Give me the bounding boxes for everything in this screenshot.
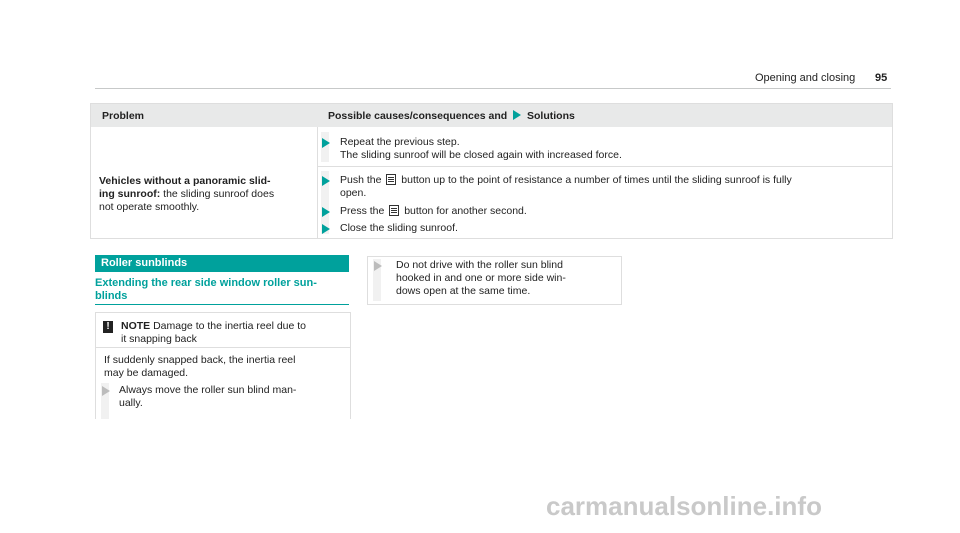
row2-step1: [340, 174, 880, 200]
row2-step1-part2: button up to the point of resistance a number of times until the sliding sunroof is fully: [401, 174, 792, 186]
column-header-problem: Problem: [102, 110, 145, 122]
notice-heading-line1: Damage to the inertia reel due to: [150, 320, 307, 332]
table-row-1-solution: [340, 136, 880, 162]
problem-bold-line1: Vehicles without a panoramic slid-: [99, 175, 271, 187]
row2-step1-line2: open.: [340, 187, 367, 199]
subsection-divider: [95, 304, 349, 305]
table-header-row: [91, 104, 892, 127]
notice-heading-line2: it snapping back: [121, 333, 197, 345]
sunroof-button-icon: [389, 205, 399, 216]
column-divider: [317, 127, 318, 238]
row1-step-line1: Repeat the previous step.: [340, 136, 460, 148]
notice-step-line1: Always move the roller sun blind man-: [119, 384, 297, 396]
row2-step2: [340, 205, 880, 218]
arrow-icon: [322, 224, 330, 234]
warning-icon: !: [103, 321, 113, 333]
arrow-icon: [322, 138, 330, 148]
subsection-title: [95, 277, 349, 303]
problem-line2-rest: the sliding sunroof does: [160, 188, 275, 200]
row2-step1-part1: Push the: [340, 174, 382, 186]
running-header-section: Opening and closing: [755, 72, 856, 84]
continuation-line3: dows open at the same time.: [396, 285, 531, 297]
column-header-causes-prefix: Possible causes/consequences and: [328, 110, 508, 122]
notice-body-line1: If suddenly snapped back, the inertia reel: [104, 354, 296, 366]
notice-header: [96, 313, 350, 348]
problem-line3: not operate smoothly.: [99, 201, 200, 213]
column-header-causes-suffix: Solutions: [527, 110, 575, 122]
row-divider: [317, 166, 892, 167]
row2-step3: Close the sliding sunroof.: [340, 222, 458, 234]
troubleshooting-table: [90, 103, 893, 239]
arrow-icon: [322, 207, 330, 217]
row2-step2-part2: button for another second.: [404, 205, 527, 217]
section-title: Roller sunblinds: [95, 255, 349, 272]
table-row-2-problem: [99, 175, 309, 214]
subsection-title-line1: Extending the rear side window roller sun-: [95, 277, 317, 289]
continuation-text: [396, 259, 616, 298]
notice-step-line2: ually.: [119, 397, 143, 409]
notice-body: [104, 354, 344, 380]
header-divider: [95, 88, 891, 89]
page-number: 95: [875, 72, 888, 84]
column-header-causes: [328, 110, 575, 123]
arrow-icon: [374, 261, 382, 271]
watermark: carmanualsonline.info: [546, 491, 822, 521]
notice-heading-bold: NOTE: [121, 320, 151, 332]
problem-bold-line2: ing sunroof:: [99, 188, 161, 200]
continuation-line1: Do not drive with the roller sun blind: [396, 259, 563, 271]
sunroof-button-icon: [386, 174, 396, 185]
subsection-title-line2: blinds: [95, 290, 128, 302]
arrow-icon: [513, 110, 521, 120]
notice-box: [95, 312, 351, 419]
arrow-icon: [322, 176, 330, 186]
arrow-icon: [102, 386, 110, 396]
notice-continuation-box: [367, 256, 622, 305]
continuation-line2: hooked in and one or more side win-: [396, 272, 566, 284]
row1-step-line2: The sliding sunroof will be closed again with increased force.: [340, 149, 622, 161]
row2-step2-part1: Press the: [340, 205, 385, 217]
notice-step: [119, 384, 343, 410]
notice-body-line2: may be damaged.: [104, 367, 189, 379]
